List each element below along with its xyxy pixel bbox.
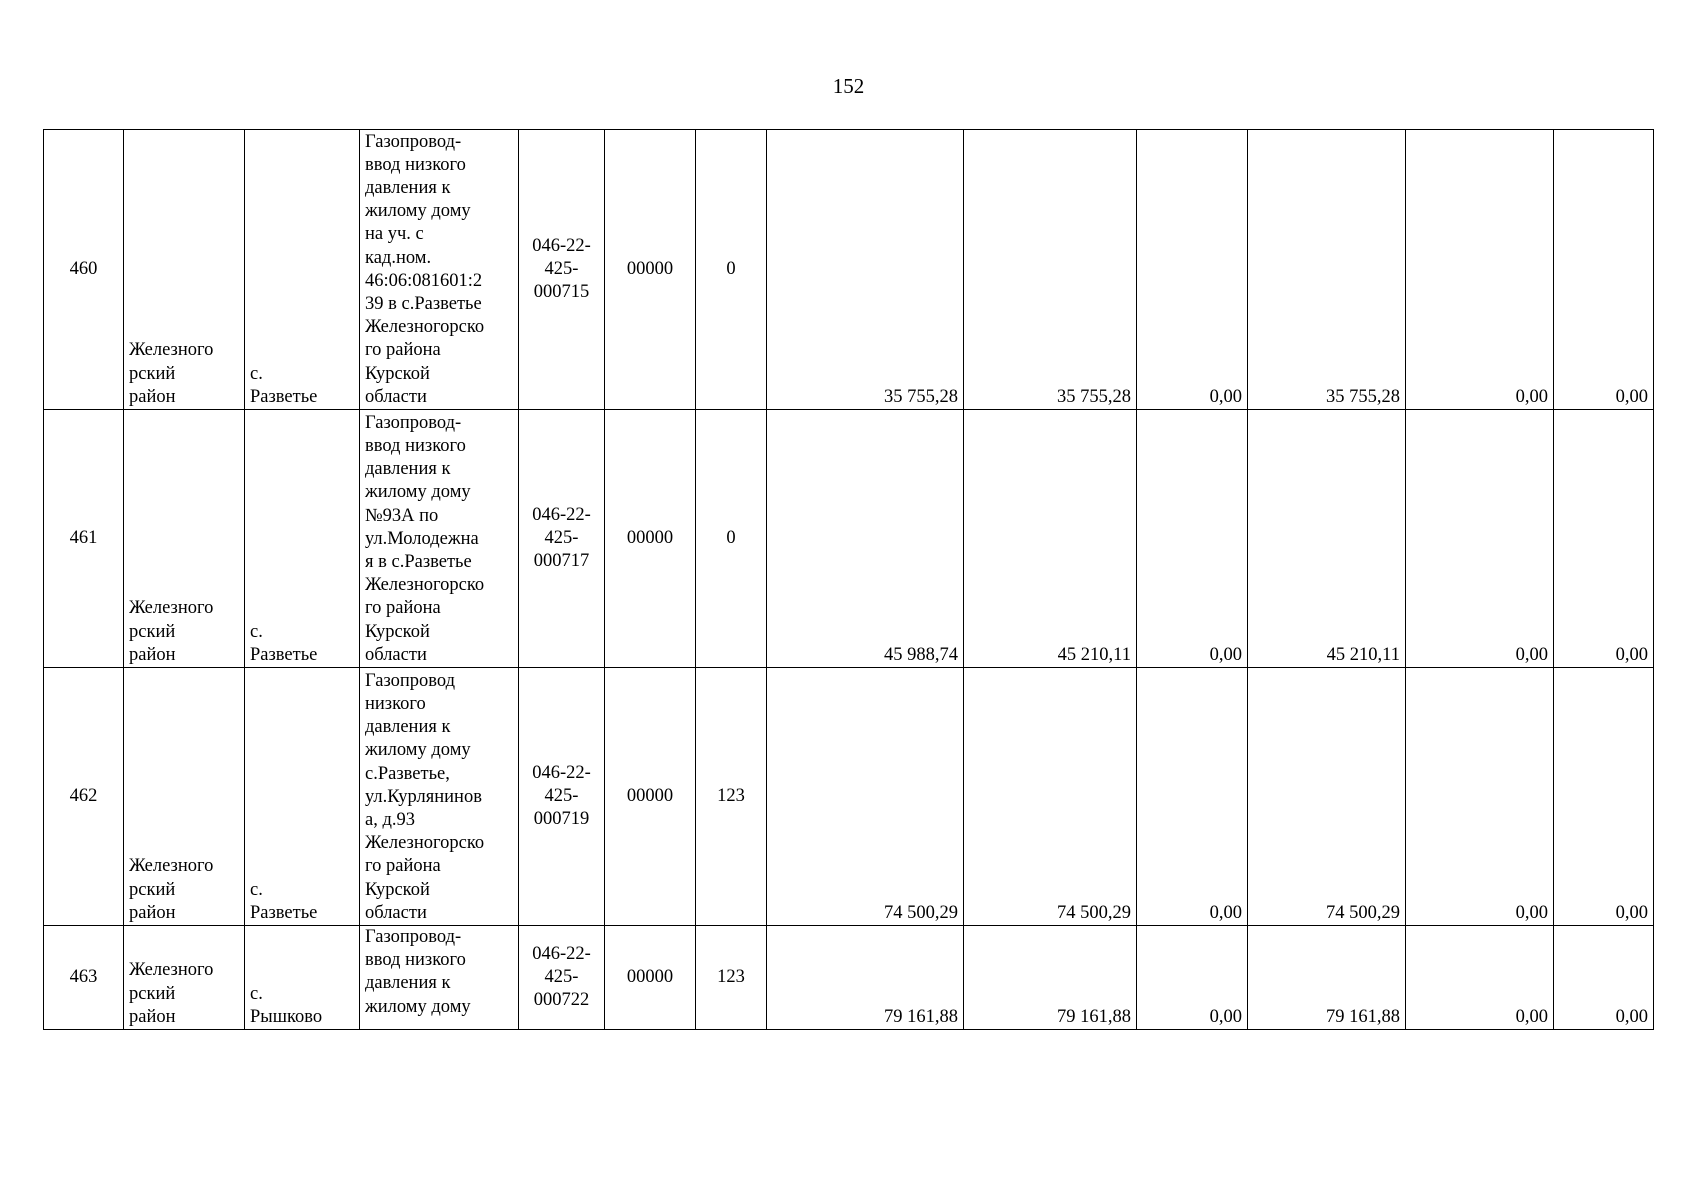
description-cell-line: ввод низкого [365,435,466,456]
settlement-cell-line: Разветье [250,644,318,665]
description-cell-line: давления к [365,177,451,198]
description-cell-line: ул.Молодежна [365,528,479,549]
district-cell-line: район [129,902,176,923]
settlement-cell [245,668,360,926]
description-cell-line: жилому дому [365,201,471,222]
value-1-cell: 74 500,29 [767,668,964,926]
value-1-cell: 79 161,88 [767,926,964,1030]
register-table [43,129,1654,1030]
code-cell-line: 046-22- [532,943,591,964]
description-cell-line: давления к [365,973,451,994]
settlement-cell-line: с. [250,879,263,900]
district-cell-line: Железного [129,598,214,619]
description-cell-line: №93А по [365,505,439,526]
value-2-cell: 35 755,28 [964,130,1137,410]
code-cell-line: 046-22- [532,235,591,256]
row-index: 463 [44,926,124,1030]
description-cell-line: а, д.93 [365,809,415,830]
description-cell-line: ул.Курлянинов [365,786,482,807]
page-number: 152 [832,74,865,98]
code-cell [519,410,605,668]
description-cell-line: с.Разветье, [365,763,450,784]
settlement-cell-line: Разветье [250,902,318,923]
description-cell-line: давления к [365,459,451,480]
value-1-cell: 35 755,28 [767,130,964,410]
code-cell-line: 000715 [533,282,590,303]
value-1-cell: 45 988,74 [767,410,964,668]
code-cell-line: 046-22- [532,504,591,525]
value-4-cell: 74 500,29 [1248,668,1406,926]
district-cell-line: Железного [129,960,214,981]
description-cell-line: Железногорско [365,833,485,854]
value-3-cell: 0,00 [1137,130,1248,410]
zeros-cell: 00000 [605,410,696,668]
settlement-cell-line: Разветье [250,386,318,407]
description-cell-line: 46:06:081601:2 [365,270,483,291]
value-5-cell: 0,00 [1406,668,1554,926]
row-index: 462 [44,668,124,926]
value-6-cell: 0,00 [1554,668,1654,926]
settlement-cell-line: с. [250,983,263,1004]
value-3-cell: 0,00 [1137,410,1248,668]
description-cell [360,130,519,410]
settlement-cell-line: с. [250,363,263,384]
flag-cell: 0 [696,410,767,668]
description-cell-line: Курской [365,621,430,642]
description-cell [360,668,519,926]
code-cell-line: 046-22- [532,762,591,783]
row-index: 461 [44,410,124,668]
district-cell [124,668,245,926]
description-cell-line: я в с.Разветье [365,551,472,572]
district-cell-line: район [129,644,176,665]
code-cell [519,926,605,1030]
settlement-cell [245,410,360,668]
description-cell-line: го района [365,856,441,877]
description-cell-line: Курской [365,363,430,384]
row-index: 460 [44,130,124,410]
description-cell-line: области [365,644,427,665]
description-cell-line: жилому дому [365,740,471,761]
code-cell-line: 000717 [533,551,590,572]
code-cell-line: 000719 [533,809,590,830]
value-5-cell: 0,00 [1406,926,1554,1030]
description-cell-line: Газопровод- [365,412,462,433]
code-cell-line: 425- [544,785,579,806]
district-cell-line: рский [129,363,176,384]
district-cell-line: район [129,1006,176,1027]
description-cell [360,926,519,1030]
description-cell-line: ввод низкого [365,950,466,971]
description-cell-line: области [365,902,427,923]
code-cell-line: 000722 [533,990,590,1011]
settlement-cell [245,130,360,410]
description-cell-line: давления к [365,717,451,738]
value-2-cell: 79 161,88 [964,926,1137,1030]
description-cell-line: го района [365,340,441,361]
value-3-cell: 0,00 [1137,668,1248,926]
value-6-cell: 0,00 [1554,130,1654,410]
flag-cell: 0 [696,130,767,410]
value-4-cell: 79 161,88 [1248,926,1406,1030]
description-cell-line: Железногорско [365,317,485,338]
zeros-cell: 00000 [605,130,696,410]
value-6-cell: 0,00 [1554,926,1654,1030]
description-cell-line: кад.ном. [365,247,432,268]
table-row [44,926,1654,1030]
description-cell-line: 39 в с.Разветье [365,293,482,314]
district-cell-line: рский [129,621,176,642]
district-cell [124,926,245,1030]
district-cell-line: рский [129,879,176,900]
description-cell-line: го района [365,598,441,619]
code-cell-line: 425- [544,966,579,987]
value-2-cell: 45 210,11 [964,410,1137,668]
value-2-cell: 74 500,29 [964,668,1137,926]
value-6-cell: 0,00 [1554,410,1654,668]
flag-cell: 123 [696,668,767,926]
zeros-cell: 00000 [605,668,696,926]
flag-cell: 123 [696,926,767,1030]
description-cell-line: низкого [365,693,426,714]
code-cell [519,130,605,410]
table-row [44,668,1654,926]
zeros-cell: 00000 [605,926,696,1030]
table-row [44,410,1654,668]
code-cell-line: 425- [544,527,579,548]
description-cell-line: жилому дому [365,482,471,503]
district-cell [124,130,245,410]
description-cell-line: области [365,386,427,407]
description-cell-line: ввод низкого [365,154,466,175]
description-cell-line: Газопровод- [365,927,462,947]
description-cell [360,410,519,668]
description-cell-line: жилому дому [365,996,471,1017]
value-4-cell: 35 755,28 [1248,130,1406,410]
value-5-cell: 0,00 [1406,130,1554,410]
district-cell-line: Железного [129,856,214,877]
description-cell-line: Газопровод [365,670,456,691]
description-cell-line: Газопровод- [365,131,462,152]
description-cell-line: Курской [365,879,430,900]
value-4-cell: 45 210,11 [1248,410,1406,668]
description-cell-line: Железногорско [365,575,485,596]
code-cell [519,668,605,926]
settlement-cell [245,926,360,1030]
district-cell-line: Железного [129,340,214,361]
district-cell-line: район [129,386,176,407]
code-cell-line: 425- [544,258,579,279]
settlement-cell-line: с. [250,621,263,642]
value-3-cell: 0,00 [1137,926,1248,1030]
district-cell-line: рский [129,983,176,1004]
value-5-cell: 0,00 [1406,410,1554,668]
settlement-cell-line: Рышково [250,1006,323,1027]
description-cell-line: на уч. с [365,224,424,245]
table-row [44,130,1654,410]
district-cell [124,410,245,668]
